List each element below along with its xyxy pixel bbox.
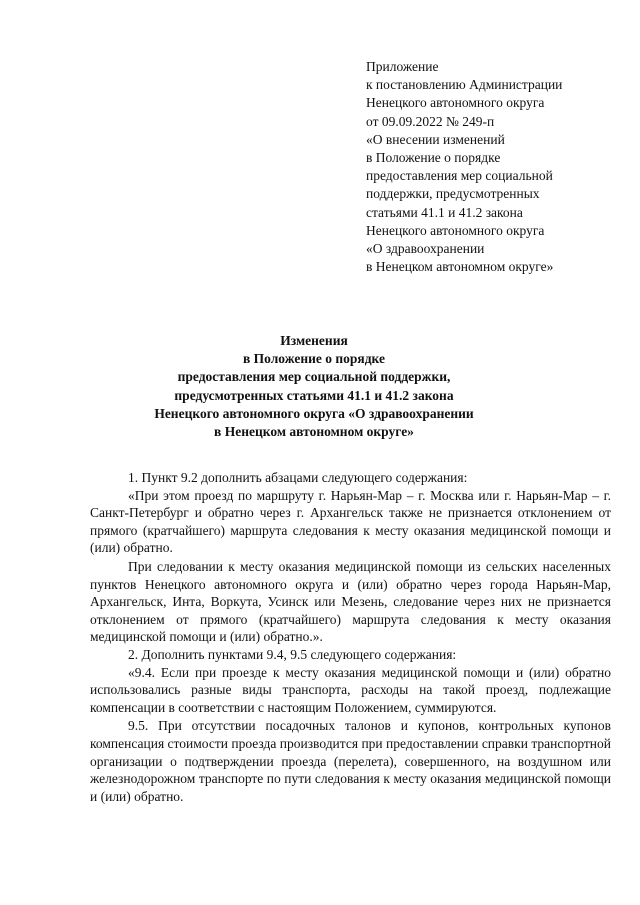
annex-line: от 09.09.2022 № 249-п: [366, 113, 495, 129]
annex-line: предоставления мер социальной: [366, 168, 553, 184]
document-title: [90, 332, 538, 441]
body-paragraph: 9.5. При отсутствии посадочных талонов и купонов, контрольных купонов компенсация стоимости проезда производится при предоставлении справки транспортной организации о подтверждении проезда (перелета), совершенного, на воздушном или железнодорожном транспорте по пути следования к месту оказания медицинской помощи и (или) обратно.: [90, 718, 611, 804]
body-paragraph: 1. Пункт 9.2 дополнить абзацами следующего содержания:: [128, 470, 468, 485]
annex-header: [366, 58, 616, 276]
annex-line: «О внесении изменений: [366, 131, 505, 147]
title-line: предусмотренных статьями 41.1 и 41.2 закона: [174, 387, 454, 403]
title-line: предоставления мер социальной поддержки,: [177, 369, 451, 385]
body-paragraph: «При этом проезд по маршруту г. Нарьян-Мар – г. Москва или г. Нарьян-Мар – г. Санкт-Петербург и обратно через г. Архангельск также не признается отклонением от прямого (кратчайшего) маршрута следования к месту оказания медицинской помощи и (или) обратно.: [90, 487, 611, 556]
title-line: Ненецкого автономного округа «О здравоохранении: [154, 405, 474, 421]
annex-line: «О здравоохранении: [366, 241, 485, 257]
title-line: в Ненецком автономном округе»: [214, 424, 414, 440]
document-body: [90, 469, 611, 805]
annex-line: статьями 41.1 и 41.2 закона: [366, 204, 523, 220]
annex-line: поддержки, предусмотренных: [366, 186, 540, 202]
annex-line: в Положение о порядке: [366, 150, 501, 166]
body-paragraph: «9.4. Если при проезде к месту оказания медицинской помощи и (или) обратно использовались разные виды транспорта, расходы на такой проезд, подлежащие компенсации в соответствии с настоящим Положением, суммируются.: [90, 664, 611, 715]
annex-line: к постановлению Администрации: [366, 77, 563, 93]
annex-line: Ненецкого автономного округа: [366, 95, 545, 111]
annex-line: Ненецкого автономного округа: [366, 222, 545, 238]
body-paragraph: При следовании к месту оказания медицинской помощи из сельских населенных пунктов Ненецкого автономного округа и (или) обратно через города Нарьян-Мар, Архангельск, Инта, Воркута, Усинск или Мезень, следование через них не признается отклонением от прямого (кратчайшего) маршрута следования к месту оказания медицинской помощи и (или) обратно.».: [90, 558, 611, 645]
annex-line: Приложение: [366, 59, 439, 74]
body-paragraph: 2. Дополнить пунктами 9.4, 9.5 следующего содержания:: [128, 646, 457, 662]
title-line: Изменения: [280, 333, 348, 348]
title-line: в Положение о порядке: [243, 351, 385, 367]
annex-line: в Ненецком автономном округе»: [366, 259, 554, 275]
